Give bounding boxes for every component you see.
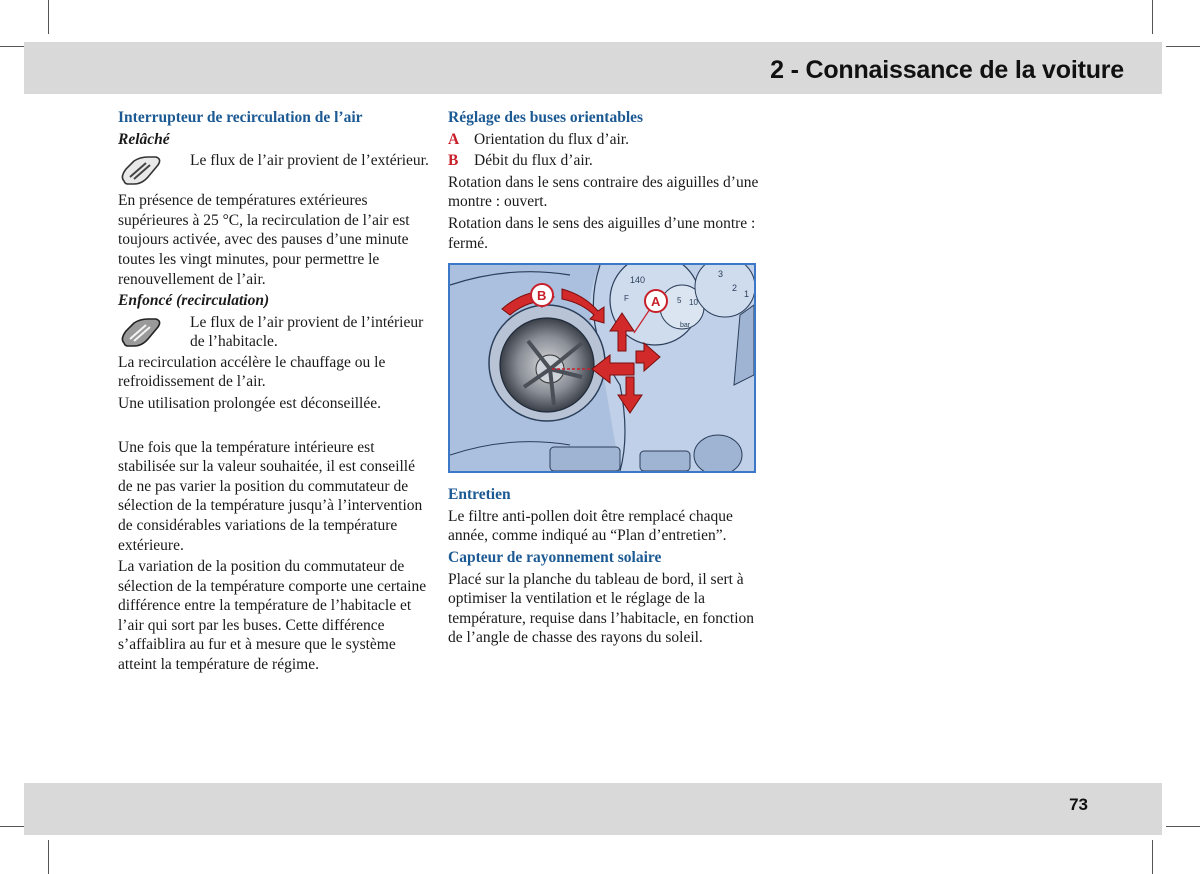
item-letter: A	[448, 130, 460, 148]
paragraph: En présence de températures extérieures supérieures à 25 °C, la recirculation de l’air est toujours activée, avec des pauses d’une minute toutes les vingt minutes, pour permettre le renouvellement de l’air.	[118, 192, 410, 288]
vents-heading: Réglage des buses orientables	[448, 109, 644, 126]
crop-mark	[1166, 46, 1200, 47]
left-column	[118, 108, 430, 677]
gauge-label: 140	[630, 275, 646, 286]
item-text: Orientation du flux d’air.	[474, 130, 629, 148]
label-a: A	[651, 294, 661, 310]
gauge-label: 1	[744, 289, 750, 300]
list-item	[448, 130, 760, 150]
released-text: Le flux de l’air provient de l’extérieur.	[190, 152, 429, 170]
pressed-label: Enfoncé (recirculation)	[118, 292, 270, 310]
recirculation-button-released-icon	[118, 155, 162, 193]
paragraph: La variation de la position du commutateur de sélection de la température comporte une certaine différence entre la température de l’habitacle et l’air qui sort par les buses. Cette différence s’affaiblira au fur et à mesure que le système atteint la température de régime.	[118, 558, 427, 674]
paragraph: Une utilisation prolongée est déconseillée.	[118, 394, 381, 412]
pressed-row	[118, 313, 430, 353]
gauge-label: 2	[732, 283, 738, 294]
item-text: Débit du flux d’air.	[474, 152, 593, 170]
list-item	[448, 151, 760, 171]
crop-mark	[1152, 0, 1153, 34]
label-b: B	[537, 288, 547, 304]
gauge-label: 10	[689, 298, 698, 308]
gauge-label: F	[624, 294, 629, 304]
sensor-heading: Capteur de rayonnement solaire	[448, 548, 662, 566]
paragraph: Le filtre anti-pollen doit être remplacé chaque année, comme indiqué au “Plan d’entretien”.	[448, 507, 733, 545]
crop-mark	[48, 840, 49, 874]
paragraph: Une fois que la température intérieure est stabilisée sur la valeur souhaitée, il est conseillé de ne pas varier la position du commutateur de sélection de la température jusqu’à l’intervention de considérables variations de la température extérieure.	[118, 438, 423, 554]
air-vent-illustration	[448, 263, 756, 473]
paragraph: Rotation dans le sens des aiguilles d’une montre : fermé.	[448, 214, 756, 252]
crop-mark	[1166, 826, 1200, 827]
released-label: Relâché	[118, 130, 170, 148]
gauge-label: bar	[680, 322, 691, 330]
page-number: 73	[1069, 795, 1088, 814]
recirculation-button-pressed-icon	[118, 317, 162, 355]
maintenance-heading: Entretien	[448, 486, 511, 504]
paragraph: Rotation dans le sens contraire des aiguilles d’une montre : ouvert.	[448, 173, 759, 211]
gauge-label: 5	[677, 296, 682, 306]
footer-band	[24, 783, 1162, 835]
crop-mark	[48, 0, 49, 34]
middle-column	[448, 108, 760, 650]
gauge-label: 3	[718, 269, 724, 280]
section-title: 2 - Connaissance de la voiture	[770, 56, 1124, 84]
paragraph: La recirculation accélère le chauffage ou le refroidissement de l’air.	[118, 353, 386, 391]
recirculation-heading: Interrupteur de recirculation de l’air	[118, 109, 363, 126]
paragraph: Placé sur la planche du tableau de bord, il sert à optimiser la ventilation et le réglage de la température, requise dans l’habitacle, en fonction de l’angle de chasse des rayons du soleil.	[448, 570, 754, 647]
crop-mark	[1152, 840, 1153, 874]
pressed-text: Le flux de l’air provient de l’intérieur de l’habitacle.	[190, 313, 424, 351]
released-row	[118, 151, 430, 191]
item-letter: B	[448, 152, 459, 170]
